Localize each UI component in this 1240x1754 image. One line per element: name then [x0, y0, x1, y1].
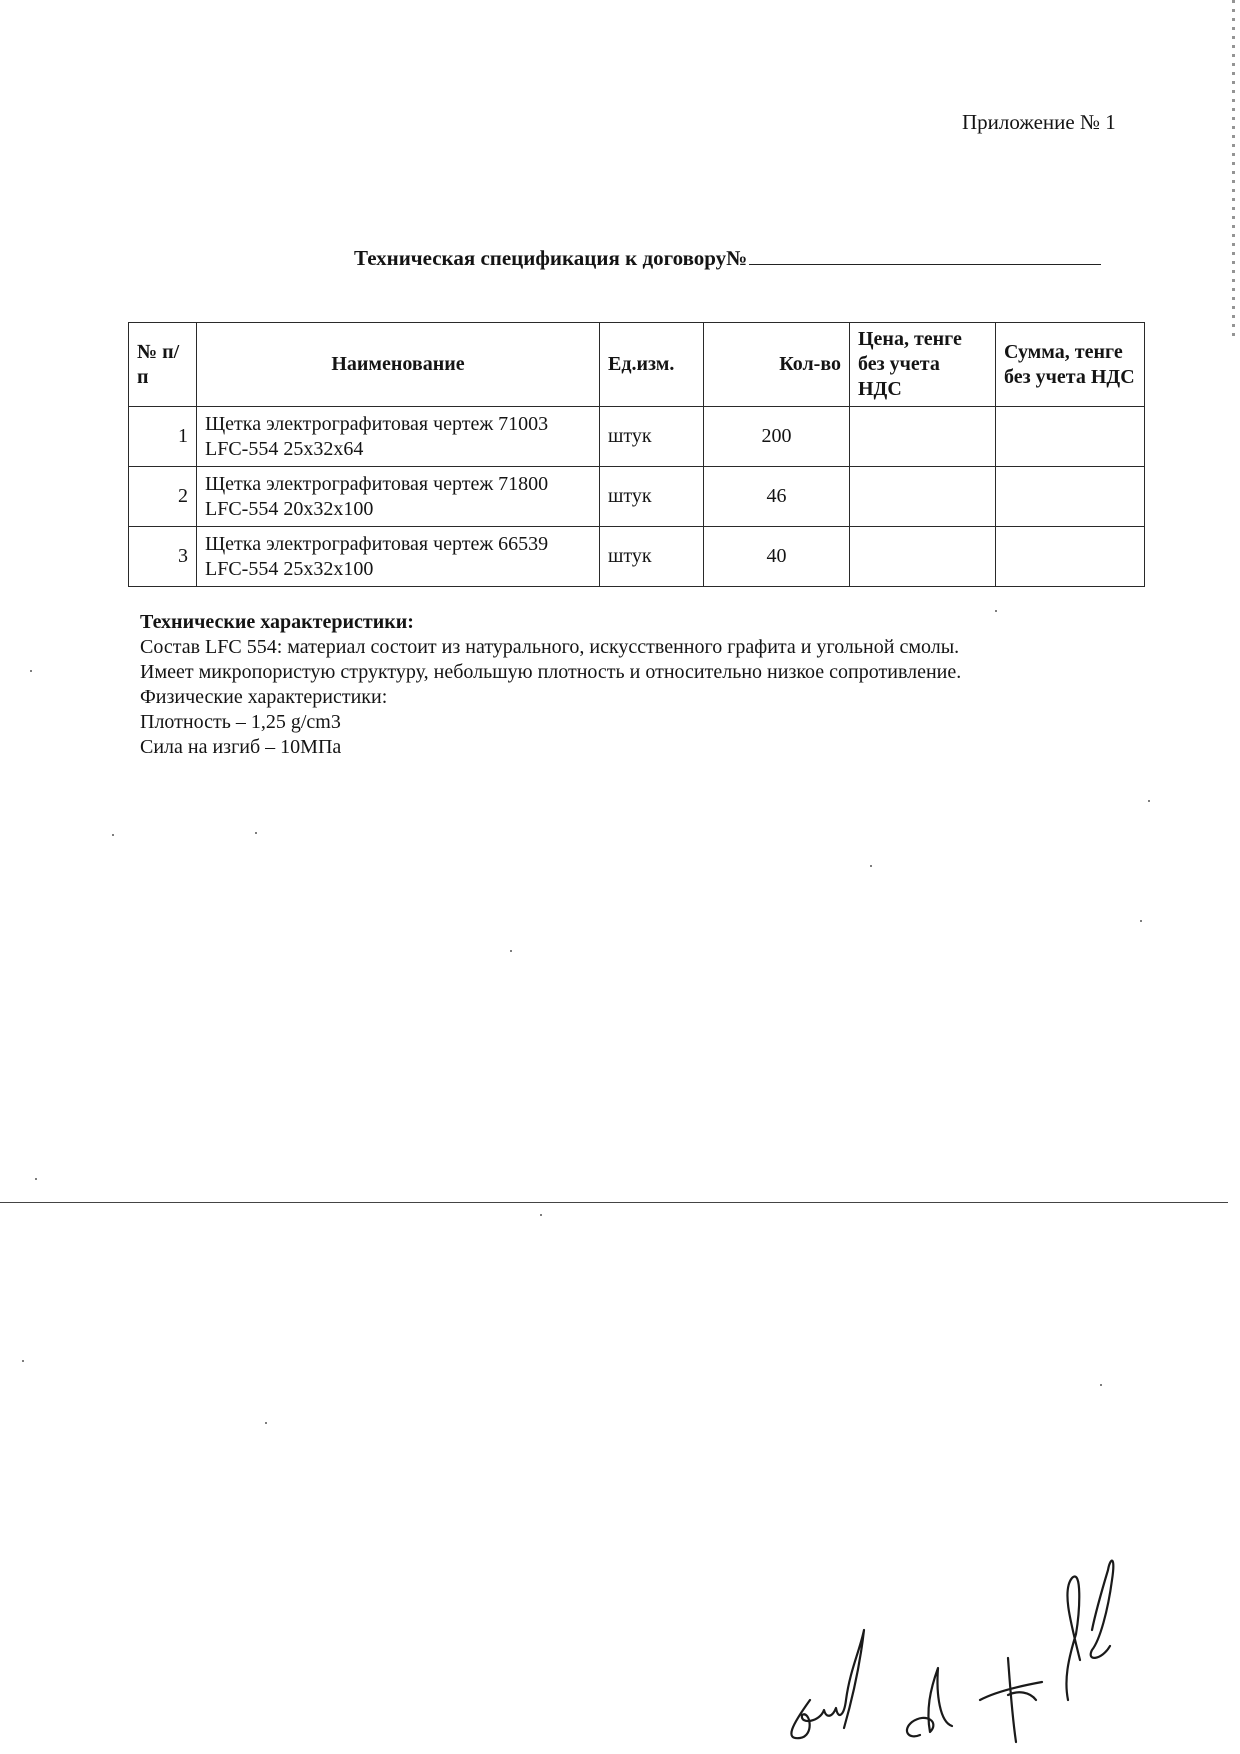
- row-sum: [996, 467, 1145, 527]
- row-qty: 46: [704, 467, 850, 527]
- row-unit: штук: [600, 527, 704, 587]
- specs-line: Имеет микропористую структуру, небольшую плотность и относительно низкое сопротивление.: [140, 661, 962, 683]
- header-sum: Сумма, тенге без учета НДС: [996, 323, 1145, 407]
- row-unit: штук: [600, 407, 704, 467]
- scan-fold-line: [0, 1202, 1228, 1203]
- row-qty: 200: [704, 407, 850, 467]
- specs-line: Сила на изгиб – 10МПа: [140, 736, 342, 758]
- document-title: [354, 245, 1101, 271]
- table-row: [129, 467, 1145, 527]
- header-qty: Кол-во: [704, 323, 850, 407]
- signature-3: [980, 1658, 1042, 1742]
- scan-edge-marks: [1232, 0, 1235, 340]
- appendix-label: Приложение № 1: [962, 110, 1116, 134]
- specs-line: Физические характеристики:: [140, 686, 388, 708]
- row-sum: [996, 407, 1145, 467]
- signatures: [780, 1550, 1140, 1745]
- row-qty: 40: [704, 527, 850, 587]
- header-price: Цена, тенге без учета НДС: [850, 323, 996, 407]
- row-num: 2: [129, 467, 197, 527]
- specification-table: [128, 322, 1145, 587]
- signature-4: [1066, 1561, 1113, 1700]
- document-title-text: Техническая спецификация к договору№: [354, 246, 748, 270]
- table-row: [129, 527, 1145, 587]
- signature-2: [907, 1668, 952, 1736]
- row-sum: [996, 527, 1145, 587]
- row-num: 3: [129, 527, 197, 587]
- row-name: Щетка электрографитовая чертеж 66539 LFC-554 25x32x100: [197, 527, 600, 587]
- row-unit: штук: [600, 467, 704, 527]
- row-name: Щетка электрографитовая чертеж 71800 LFC-554 20x32x100: [197, 467, 600, 527]
- row-price: [850, 527, 996, 587]
- row-num: 1: [129, 407, 197, 467]
- header-name: Наименование: [197, 323, 600, 407]
- header-num: № п/п: [129, 323, 197, 407]
- specs-line: Состав LFC 554: материал состоит из натурального, искусственного графита и угольной смолы.: [140, 636, 960, 658]
- row-price: [850, 407, 996, 467]
- technical-specs: [140, 610, 961, 760]
- row-price: [850, 467, 996, 527]
- specs-heading: Технические характеристики:: [140, 611, 414, 633]
- contract-number-blank: [749, 245, 1101, 265]
- signature-1: [791, 1630, 864, 1738]
- header-unit: Ед.изм.: [600, 323, 704, 407]
- table-header-row: [129, 323, 1145, 407]
- specs-line: Плотность – 1,25 g/cm3: [140, 711, 341, 733]
- row-name: Щетка электрографитовая чертеж 71003 LFC-554 25x32x64: [197, 407, 600, 467]
- table-row: [129, 407, 1145, 467]
